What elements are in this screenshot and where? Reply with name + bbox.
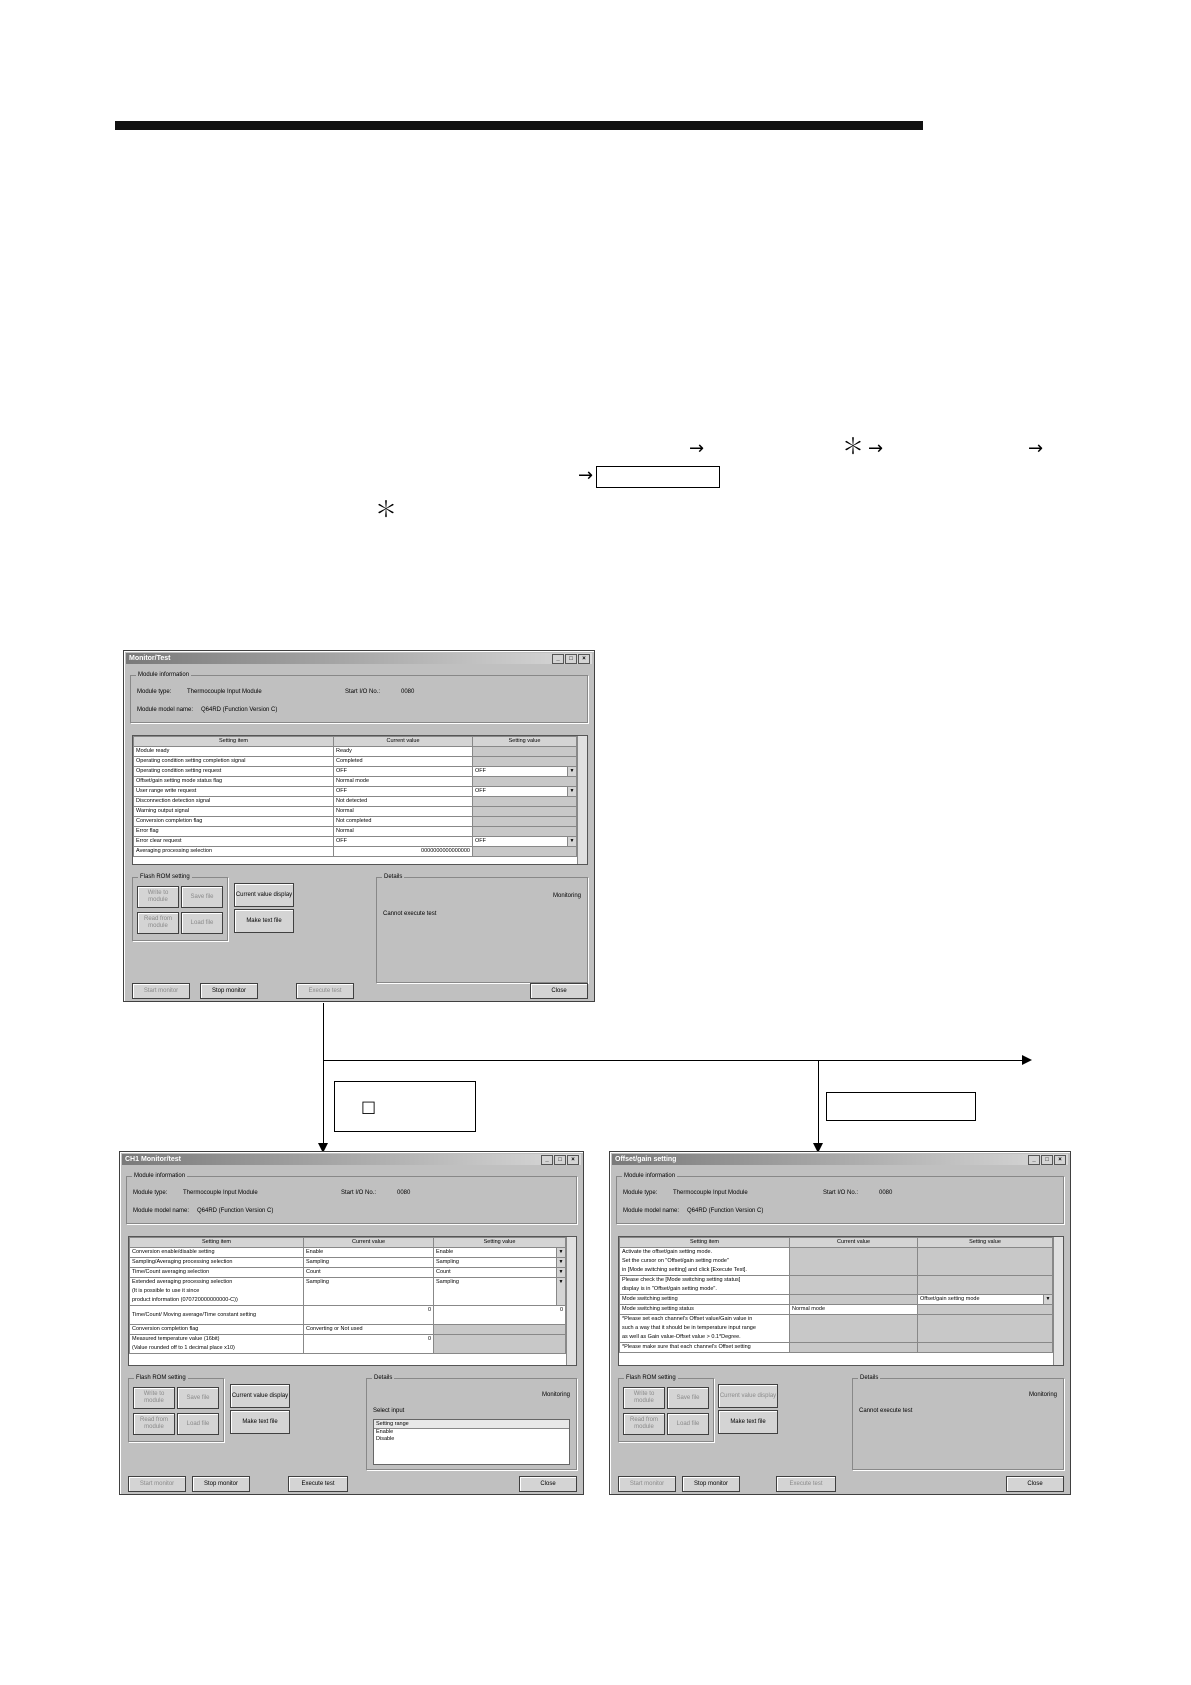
group-label: Module information — [624, 1173, 676, 1179]
execute-test-button[interactable]: Execute test — [296, 983, 354, 999]
model-value: Q64RD (Function Version C) — [687, 1208, 764, 1214]
monitor-test-window — [123, 650, 595, 1002]
flash-rom-group — [128, 1375, 224, 1442]
setting-select[interactable]: Count ▼ — [434, 1268, 566, 1278]
chevron-down-icon: ▼ — [556, 1268, 565, 1277]
details-text: Cannot execute test — [859, 1408, 913, 1414]
arrow-4: → — [578, 465, 594, 486]
save-file-button[interactable]: Save file — [181, 886, 223, 908]
table-row[interactable]: Disconnection detection signal Not detected — [134, 797, 577, 807]
load-file-button[interactable]: Load file — [667, 1413, 709, 1435]
start-monitor-button[interactable]: Start monitor — [132, 983, 190, 999]
make-text-file-button[interactable]: Make text file — [718, 1410, 778, 1434]
group-label: Details — [384, 874, 403, 880]
col-setting-value: Setting value — [473, 737, 577, 747]
table-row[interactable]: User range write request OFF OFF ▼ — [134, 787, 577, 797]
minimize-button[interactable]: _ — [541, 1155, 553, 1165]
offset-gain-setting-window — [609, 1151, 1071, 1495]
col-setting-value: Setting value — [918, 1238, 1053, 1248]
table-row[interactable]: Offset/gain setting mode status flag Normal mode — [134, 777, 577, 787]
make-text-file-button[interactable]: Make text file — [234, 909, 294, 933]
group-label: Module information — [134, 1173, 186, 1179]
title-bar — [126, 653, 592, 664]
connector-vertical-left — [323, 1003, 324, 1145]
col-setting-value: Setting value — [434, 1238, 566, 1248]
write-to-module-button[interactable]: Write to module — [623, 1387, 665, 1409]
make-text-file-button[interactable]: Make text file — [230, 1410, 290, 1434]
setting-select[interactable]: OFF ▼ — [473, 767, 577, 777]
table-row[interactable]: Activate the offset/gain setting mode. Set the cursor on "Offset/gain setting mode" in [Mode switching setting] and click [Execute Test]. — [620, 1248, 1053, 1276]
close-icon[interactable]: × — [567, 1155, 579, 1165]
title-bar — [612, 1154, 1068, 1165]
module-type-value: Thermocouple Input Module — [183, 1190, 258, 1196]
settings-grid[interactable] — [128, 1236, 577, 1366]
start-monitor-button[interactable]: Start monitor — [618, 1476, 676, 1492]
chevron-down-icon: ▼ — [567, 837, 576, 846]
model-label: Module model name: — [623, 1208, 680, 1214]
table-row[interactable]: Mode switching setting Offset/gain setting mode ▼ — [620, 1295, 1053, 1305]
group-label: Flash ROM setting — [626, 1375, 676, 1381]
group-label: Details — [860, 1375, 879, 1381]
title-bar — [122, 1154, 581, 1165]
table-row[interactable]: *Please set each channel's Offset value/Gain value in such a way that it should be in temperature input range as well as Gain value-Offset value > 0.1*Degree. — [620, 1315, 1053, 1343]
close-icon[interactable]: × — [578, 654, 590, 664]
checkbox-glyph: □ — [361, 1097, 377, 1116]
execute-test-button[interactable]: Execute test — [776, 1476, 836, 1492]
load-file-button[interactable]: Load file — [181, 912, 223, 934]
current-value-display-button[interactable]: Current value display — [230, 1384, 290, 1408]
arrow-3: → — [1028, 438, 1044, 459]
window-title: Offset/gain setting — [615, 1156, 677, 1163]
table-row[interactable]: Time/Count/ Moving average/Time constant setting 0 0 — [130, 1306, 566, 1325]
monitoring-status: Monitoring — [541, 1392, 570, 1398]
module-type-label: Module type: — [137, 689, 172, 695]
save-file-button[interactable]: Save file — [667, 1387, 709, 1409]
table-row[interactable]: Mode switching setting status Normal mode — [620, 1305, 1053, 1315]
table-row[interactable]: Operating condition setting request OFF OFF ▼ — [134, 767, 577, 777]
start-io-value: 0080 — [879, 1190, 893, 1196]
start-io-label: Start I/O No.: — [345, 689, 381, 695]
model-label: Module model name: — [133, 1208, 190, 1214]
stop-monitor-button[interactable]: Stop monitor — [192, 1476, 250, 1492]
col-setting-item: Setting item — [134, 737, 334, 747]
details-group — [376, 874, 588, 983]
module-type-value: Thermocouple Input Module — [673, 1190, 748, 1196]
module-info-group — [616, 1173, 1064, 1224]
close-icon[interactable]: × — [1054, 1155, 1066, 1165]
read-from-module-button[interactable]: Read from module — [137, 912, 179, 934]
close-button[interactable]: Close — [1006, 1476, 1064, 1492]
boxed-label-1 — [596, 466, 720, 488]
current-value-display-button[interactable]: Current value display — [718, 1384, 778, 1408]
arrow-1: → — [689, 438, 705, 459]
stop-monitor-button[interactable]: Stop monitor — [200, 983, 258, 999]
chevron-down-icon: ▼ — [556, 1258, 565, 1267]
write-to-module-button[interactable]: Write to module — [133, 1387, 175, 1409]
monitoring-status: Monitoring — [1028, 1392, 1057, 1398]
boxed-label-3 — [826, 1092, 976, 1121]
module-info-group — [126, 1173, 577, 1224]
setting-input[interactable]: 0 — [434, 1306, 566, 1325]
module-type-label: Module type: — [623, 1190, 658, 1196]
window-title: Monitor/Test — [129, 655, 171, 662]
connector-vertical-right — [818, 1060, 819, 1145]
settings-grid[interactable] — [618, 1236, 1064, 1366]
start-io-value: 0080 — [401, 689, 415, 695]
start-io-label: Start I/O No.: — [823, 1190, 859, 1196]
list-item[interactable]: Disable — [376, 1436, 395, 1442]
flash-rom-group — [132, 874, 228, 941]
table-row[interactable]: Module ready Ready — [134, 747, 577, 757]
col-setting-item: Setting item — [130, 1238, 304, 1248]
table-row[interactable]: Error clear request OFF OFF ▼ — [134, 837, 577, 847]
col-setting-item: Setting item — [620, 1238, 790, 1248]
table-row[interactable]: Extended averaging processing selection (It is possible to use it since product information (070720000000000-C)) Sampling Sampling ▼ — [130, 1278, 566, 1306]
save-file-button[interactable]: Save file — [177, 1387, 219, 1409]
table-row[interactable]: Measured temperature value (16bit) (Value rounded off to 1 decimal place x10) 0 — [130, 1335, 566, 1354]
model-value: Q64RD (Function Version C) — [197, 1208, 274, 1214]
ch1-monitor-test-window — [119, 1151, 584, 1495]
module-type-label: Module type: — [133, 1190, 168, 1196]
table-row[interactable]: Warning output signal Normal — [134, 807, 577, 817]
flash-rom-group — [618, 1375, 714, 1442]
model-value: Q64RD (Function Version C) — [201, 707, 278, 713]
chevron-down-icon: ▼ — [556, 1248, 565, 1257]
arrow-2: → — [868, 438, 884, 459]
mode-switching-select[interactable]: Offset/gain setting mode ▼ — [918, 1295, 1053, 1305]
connector-horizontal — [323, 1060, 1028, 1061]
chevron-down-icon: ▼ — [1043, 1295, 1052, 1304]
setting-range-list[interactable] — [373, 1419, 570, 1465]
table-row[interactable]: Conversion completion flag Converting or Not used — [130, 1325, 566, 1335]
read-from-module-button[interactable]: Read from module — [133, 1413, 175, 1435]
scrollbar[interactable] — [1053, 1237, 1063, 1365]
close-button[interactable]: Close — [519, 1476, 577, 1492]
details-group — [852, 1375, 1064, 1470]
col-current-value: Current value — [790, 1238, 918, 1248]
table-row[interactable]: Operating condition setting completion signal Completed — [134, 757, 577, 767]
setting-select[interactable]: Enable ▼ — [434, 1248, 566, 1258]
start-io-label: Start I/O No.: — [341, 1190, 377, 1196]
table-row[interactable]: Conversion enable/disable setting Enable Enable ▼ — [130, 1248, 566, 1258]
close-button[interactable]: Close — [530, 983, 588, 999]
table-row[interactable]: Error flag Normal — [134, 827, 577, 837]
setting-select[interactable]: Sampling ▼ — [434, 1258, 566, 1268]
write-to-module-button[interactable]: Write to module — [137, 886, 179, 908]
read-from-module-button[interactable]: Read from module — [623, 1413, 665, 1435]
monitoring-status: Monitoring — [552, 893, 581, 899]
details-group — [366, 1375, 577, 1470]
asterisk-2: ＊ — [375, 498, 398, 523]
minimize-button[interactable]: _ — [552, 654, 564, 664]
chevron-down-icon: ▼ — [567, 767, 576, 776]
load-file-button[interactable]: Load file — [177, 1413, 219, 1435]
table-row[interactable]: *Please make sure that each channel's Offset setting — [620, 1343, 1053, 1353]
table-row[interactable]: Conversion completion flag Not completed — [134, 817, 577, 827]
settings-grid[interactable] — [132, 735, 588, 865]
table-row[interactable]: Sampling/Averaging processing selection Sampling Sampling ▼ — [130, 1258, 566, 1268]
col-current-value: Current value — [304, 1238, 434, 1248]
boxed-label-2 — [334, 1081, 476, 1132]
execute-test-button[interactable]: Execute test — [288, 1476, 348, 1492]
current-value-display-button[interactable]: Current value display — [234, 883, 294, 907]
stop-monitor-button[interactable]: Stop monitor — [682, 1476, 740, 1492]
chevron-down-icon: ▼ — [556, 1278, 565, 1305]
start-io-value: 0080 — [397, 1190, 411, 1196]
table-row[interactable]: Please check the [Mode switching setting status] display is in "Offset/gain setting mode". — [620, 1276, 1053, 1295]
setting-select[interactable]: OFF ▼ — [473, 787, 577, 797]
table-row[interactable]: Time/Count averaging selection Count Count ▼ — [130, 1268, 566, 1278]
maximize-button[interactable]: □ — [554, 1155, 566, 1165]
group-label: Flash ROM setting — [140, 874, 190, 880]
window-title: CH1 Monitor/test — [125, 1156, 181, 1163]
select-input-label: Select input — [373, 1408, 405, 1414]
list-item[interactable]: Enable — [376, 1429, 394, 1435]
arrowhead-right — [1022, 1055, 1032, 1065]
asterisk-1: ＊ — [842, 435, 865, 460]
details-text: Cannot execute test — [383, 911, 437, 917]
setting-select[interactable]: Sampling ▼ — [434, 1278, 566, 1306]
group-label: Details — [374, 1375, 393, 1381]
scrollbar[interactable] — [577, 736, 587, 864]
start-monitor-button[interactable]: Start monitor — [128, 1476, 186, 1492]
top-rule — [115, 121, 923, 130]
scrollbar[interactable] — [566, 1237, 576, 1365]
module-info-group — [130, 672, 588, 723]
group-label: Module information — [138, 672, 190, 678]
table-row[interactable]: Averaging processing selection 0000000000000000 — [134, 847, 577, 857]
module-type-value: Thermocouple Input Module — [187, 689, 262, 695]
maximize-button[interactable]: □ — [565, 654, 577, 664]
group-label: Flash ROM setting — [136, 1375, 186, 1381]
col-current-value: Current value — [334, 737, 473, 747]
minimize-button[interactable]: _ — [1028, 1155, 1040, 1165]
range-header: Setting range — [374, 1420, 569, 1429]
setting-select[interactable]: OFF ▼ — [473, 837, 577, 847]
model-label: Module model name: — [137, 707, 194, 713]
chevron-down-icon: ▼ — [567, 787, 576, 796]
maximize-button[interactable]: □ — [1041, 1155, 1053, 1165]
